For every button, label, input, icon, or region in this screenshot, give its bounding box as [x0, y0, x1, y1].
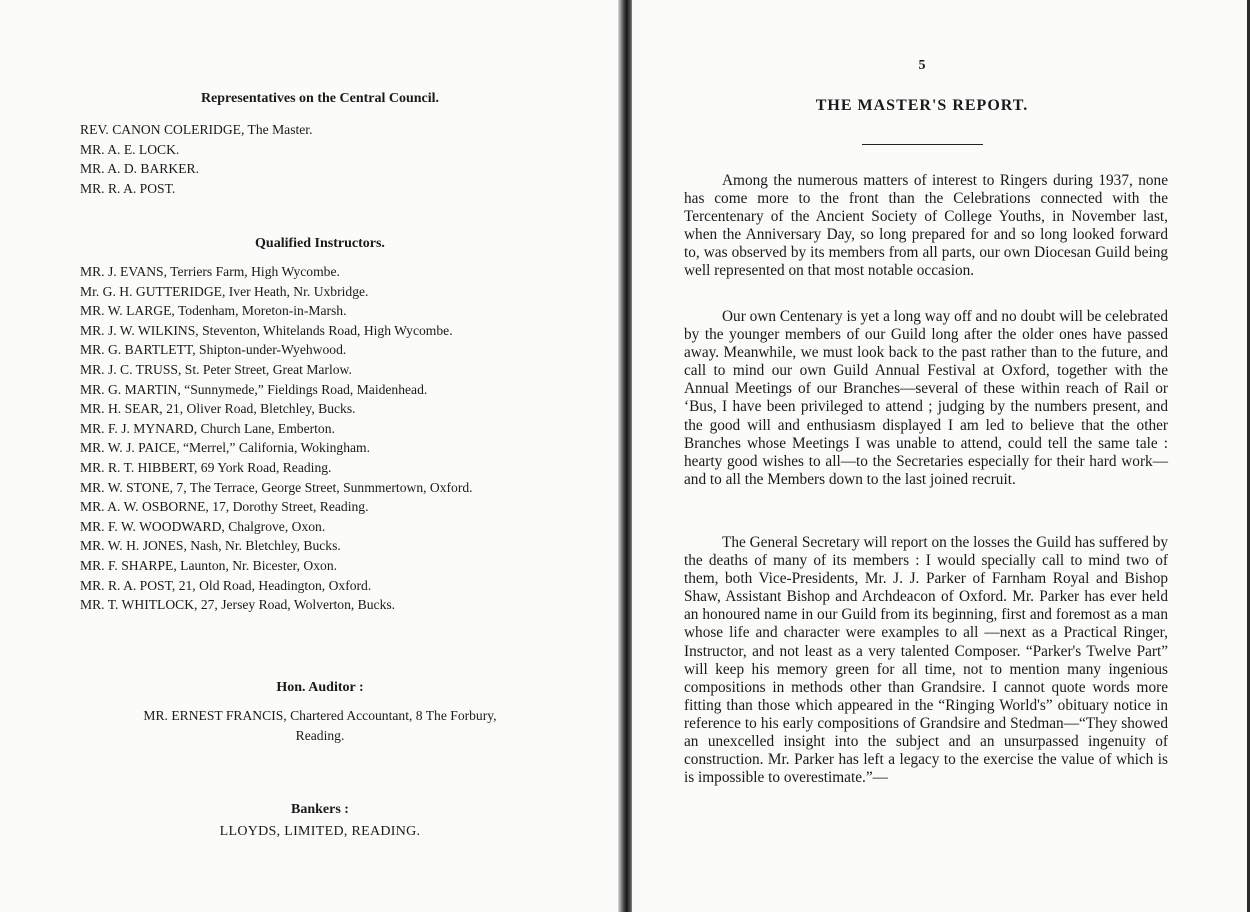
title-rule: [862, 144, 983, 145]
instructor-entry: MR. J. C. TRUSS, St. Peter Street, Great Marlow.: [80, 361, 352, 377]
instructor-entry: MR. G. BARTLETT, Shipton-under-Wyehwood.: [80, 342, 347, 358]
instructor-entry: MR. J. EVANS, Terriers Farm, High Wycombe.: [80, 264, 340, 279]
bankers-heading: Bankers :: [291, 802, 349, 817]
representative-entry: MR. A. E. LOCK.: [80, 141, 180, 157]
instructor-entry: MR. R. T. HIBBERT, 69 York Road, Reading.: [80, 459, 332, 475]
instructor-entry: MR. F. SHARPE, Launton, Nr. Bicester, Oxon.: [80, 557, 338, 573]
representatives-heading: Representatives on the Central Council.: [200, 91, 440, 106]
instructor-entry: MR. W. J. PAICE, “Merrel,” California, Wokingham.: [80, 440, 371, 456]
report-paragraph: The General Secretary will report on the losses the Guild has suffered by the deaths of many of its members : I would specially call to mind two of them, both Vice-Presidents, Mr. J. J. Parker of Farnham Royal and Bishop Shaw, Assistant Bishop and Archdeacon of Oxford. Mr. Parker has ever held an honoured name in our Guild from its beginning, first and foremost as a man whose life and character were examples to all —next as a Practical Ringer, Instructor, and not least as a very talented Composer. “Parker's Twelve Part” will keep his memory green for all time, not to mention many ingenious compositions in methods other than Grandsire. I cannot quote words more fitting than those which appeared in the “Ringing World's” obituary notice in reference to his early compositions of Grandsire and Stedman—“They showed an unexcelled insight into the subject and an unsurpassed ingenuity of construction. Mr. Parker has left a legacy to the exercise the value of which is is impossible to overestimate.”—: [684, 534, 1168, 787]
auditor-line: Reading.: [295, 727, 345, 743]
instructor-entry: MR. F. J. MYNARD, Church Lane, Emberton.: [80, 420, 335, 436]
left-page: [0, 0, 622, 912]
instructor-entry: MR. W. H. JONES, Nash, Nr. Bletchley, Bucks.: [80, 538, 341, 554]
instructor-entry: MR. W. LARGE, Todenham, Moreton-in-Marsh.: [80, 303, 347, 319]
instructor-entry: MR. J. W. WILKINS, Steventon, Whitelands Road, High Wycombe.: [80, 322, 453, 338]
instructor-entry: MR. H. SEAR, 21, Oliver Road, Bletchley, Bucks.: [80, 401, 356, 417]
instructor-entry: MR. A. W. OSBORNE, 17, Dorothy Street, Reading.: [80, 499, 369, 515]
representative-entry: REV. CANON COLERIDGE, The Master.: [80, 122, 313, 137]
auditor-line: MR. ERNEST FRANCIS, Chartered Accountant, 8 The Forbury,: [143, 708, 497, 723]
instructor-entry: MR. T. WHITLOCK, 27, Jersey Road, Wolverton, Bucks.: [80, 597, 396, 613]
representatives-list: [80, 120, 312, 198]
instructor-entry: MR. G. MARTIN, “Sunnymede,” Fieldings Road, Maidenhead.: [80, 381, 428, 397]
report-title: THE MASTER'S REPORT.: [815, 97, 1029, 114]
auditor-heading: Hon. Auditor :: [276, 680, 364, 695]
instructors-list: [80, 262, 473, 615]
report-paragraph: Among the numerous matters of interest to Ringers during 1937, none has come more to the front than the Celebrations connected with the Tercentenary of the Ancient Society of College Youths, in November last, when the Anniversary Day, so long prepared for and so long looked forward to, was observed by its members from all parts, our own Diocesan Guild being well represented on that most notable occasion.: [684, 172, 1168, 280]
bankers-name: LLOYDS, LIMITED, READING.: [219, 824, 421, 839]
representative-entry: MR. A. D. BARKER.: [80, 161, 199, 177]
instructor-entry: MR. R. A. POST, 21, Old Road, Headington, Oxford.: [80, 577, 372, 593]
instructor-entry: MR. W. STONE, 7, The Terrace, George Street, Sunmmertown, Oxford.: [80, 479, 473, 495]
instructor-entry: Mr. G. H. GUTTERIDGE, Iver Heath, Nr. Uxbridge.: [80, 283, 369, 299]
representative-entry: MR. R. A. POST.: [80, 180, 176, 196]
instructor-entry: MR. F. W. WOODWARD, Chalgrove, Oxon.: [80, 518, 326, 534]
report-paragraph: Our own Centenary is yet a long way off and no doubt will be celebrated by the younger members of our Guild long after the older ones have passed away. Meanwhile, we must look back to the past rather than to the future, and call to mind our own Guild Annual Festival at Oxford, together with the Annual Meetings of our Branches—several of these within reach of Rail or ‘Bus, I have been privileged to attend ; judging by the numbers present, and the good will and enthusiasm displayed I am led to believe that the other Branches whose Meetings I was unable to attend, could tell the same tale : hearty good wishes to all—to the Secretaries especially for their hard work— and to all the Members down to the last joined recruit.: [684, 308, 1168, 488]
page-number: 5: [918, 58, 926, 73]
instructors-heading: Qualified Instructors.: [255, 236, 385, 251]
auditor-block: [60, 706, 580, 745]
